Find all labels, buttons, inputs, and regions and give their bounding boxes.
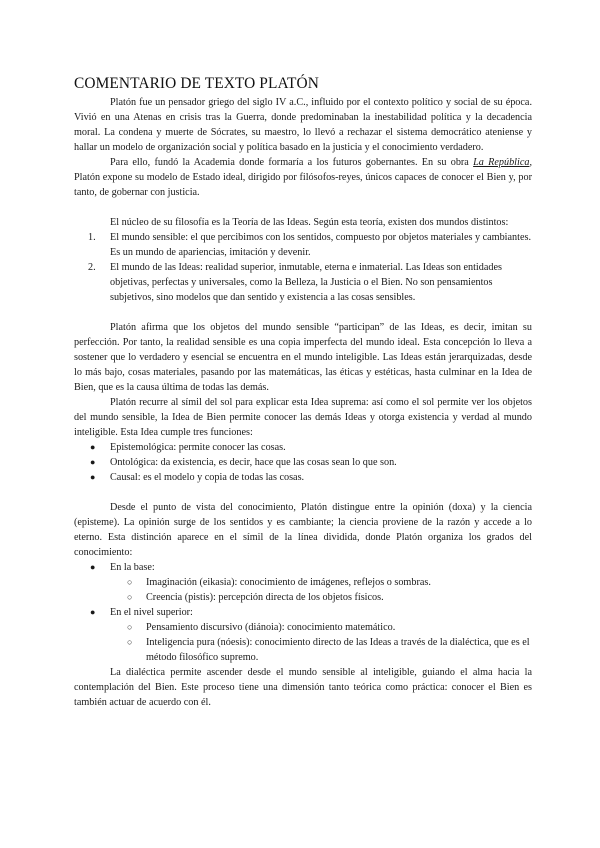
sublist-item — [110, 590, 532, 605]
list-item-text: El mundo de las Ideas: realidad superior, inmutable, eterna e inmaterial. Las Ideas son entidades objetivas, perfectas y universales, como la Belleza, la Justicia o el Bien. No son pensamientos subjetivos, sino modelos que dan sentido y existencia a las cosas sensibles. — [110, 262, 502, 303]
list-item-text: Epistemológica: permite conocer las cosas. — [110, 442, 286, 453]
intro-paragraph-1: Platón fue un pensador griego del siglo IV a.C., influido por el contexto político y social de su época. Vivió en una Atenas en crisis tras la Guerra, donde predominaban la inestabilidad política y la decadencia moral. La condena y muerte de Sócrates, su maestro, lo llevó a rechazar el sistema democrático ateniense y hallar un modelo de organización social y política basado en la justicia y el conocimiento verdadero. — [74, 97, 532, 153]
list-item — [74, 440, 532, 455]
sublist — [110, 620, 532, 665]
circle-bullet-icon: ○ — [127, 622, 133, 632]
list-item-text: El mundo sensible: el que percibimos con los sentidos, compuesto por objetos materiales y cambiantes. Es un mundo de apariencias, imitación y devenir. — [110, 232, 531, 258]
circle-bullet-icon: ○ — [127, 577, 133, 587]
sublist — [110, 575, 532, 605]
list-item — [74, 605, 532, 665]
sublist-item — [110, 635, 532, 665]
list-item — [74, 230, 532, 260]
participation-paragraph-2: Platón recurre al símil del sol para explicar esta Idea suprema: así como el sol permite ver los objetos del mundo sensible, la Idea de Bien permite conocer las demás Ideas y otorga existencia y verdad al mundo inteligible. Esta Idea cumple tres funciones: — [74, 397, 532, 438]
intro-paragraph-2 — [74, 155, 532, 200]
list-item-text: Ontológica: da existencia, es decir, hace que las cosas sean lo que son. — [110, 457, 397, 468]
list-number: 2. — [88, 262, 96, 273]
book-title-la-republica: La República — [473, 157, 530, 168]
functions-list — [74, 440, 532, 485]
document-page — [74, 74, 532, 710]
knowledge-paragraph-2: La dialéctica permite ascender desde el mundo sensible al inteligible, guiando el alma hacia la contemplación del Bien. Este proceso tiene una dimensión tanto teórica como práctica: conocer el Bien es también actuar de acuerdo con él. — [74, 667, 532, 708]
list-item-label: En el nivel superior: — [110, 607, 193, 618]
sublist-item-text: Pensamiento discursivo (diánoia): conocimiento matemático. — [146, 622, 396, 633]
document-title: COMENTARIO DE TEXTO PLATÓN — [74, 75, 319, 92]
list-item — [74, 455, 532, 470]
knowledge-levels-list — [74, 560, 532, 665]
list-item-label: En la base: — [110, 562, 155, 573]
list-item — [74, 260, 532, 305]
spacer — [74, 200, 532, 215]
bullet-icon: ● — [90, 562, 96, 572]
sublist-item-text: Inteligencia pura (nóesis): conocimiento directo de las Ideas a través de la dialéctica, que es el método filosófico supremo. — [146, 637, 530, 663]
participation-paragraph-1: Platón afirma que los objetos del mundo sensible “participan” de las Ideas, es decir, imitan su perfección. Por tanto, la realidad sensible es una copia imperfecta del mundo ideal. Esta concepción lo lleva a sostener que lo verdadero y esencial se encuentra en el mundo inteligible. Las Ideas están jerarquizadas, desde lo más bajo, cosas materiales, pasando por las matemáticas, las éticas y estéticas, hasta culminar en la Idea de Bien, que es la causa última de todas las demás. — [74, 322, 532, 393]
bullet-icon: ● — [90, 442, 96, 452]
ideas-paragraph: El núcleo de su filosofía es la Teoría de las Ideas. Según esta teoría, existen dos mundos distintos: — [110, 217, 509, 228]
bullet-icon: ● — [90, 607, 96, 617]
spacer — [74, 305, 532, 320]
knowledge-paragraph-1: Desde el punto de vista del conocimiento, Platón distingue entre la opinión (doxa) y la ciencia (episteme). La opinión surge de los sentidos y es cambiante; la ciencia proviene de la razón y accede a lo eterno. Esta distinción aparece en el símil de la línea dividida, donde Platón organiza los grados del conocimiento: — [74, 502, 532, 558]
bullet-icon: ● — [90, 457, 96, 467]
bullet-icon: ● — [90, 472, 96, 482]
intro-paragraph-2-start: Para ello, fundó la Academia donde formaría a los futuros gobernantes. En su obra — [110, 157, 474, 168]
sublist-item — [110, 620, 532, 635]
list-item — [74, 470, 532, 485]
sublist-item — [110, 575, 532, 590]
sublist-item-text: Creencia (pistis): percepción directa de los objetos físicos. — [146, 592, 384, 603]
circle-bullet-icon: ○ — [127, 592, 133, 602]
sublist-item-text: Imaginación (eikasia): conocimiento de imágenes, reflejos o sombras. — [146, 577, 431, 588]
circle-bullet-icon: ○ — [127, 637, 133, 647]
intro-paragraph-2-end: , Platón expone su modelo de Estado ideal, dirigido por filósofos-reyes, únicos capaces de conocer el Bien y, por tanto, de gobernar con justicia. — [74, 157, 532, 198]
spacer — [74, 485, 532, 500]
list-item — [74, 560, 532, 605]
list-item-text: Causal: es el modelo y copia de todas las cosas. — [110, 472, 305, 483]
list-number: 1. — [88, 232, 96, 243]
worlds-list — [74, 230, 532, 305]
